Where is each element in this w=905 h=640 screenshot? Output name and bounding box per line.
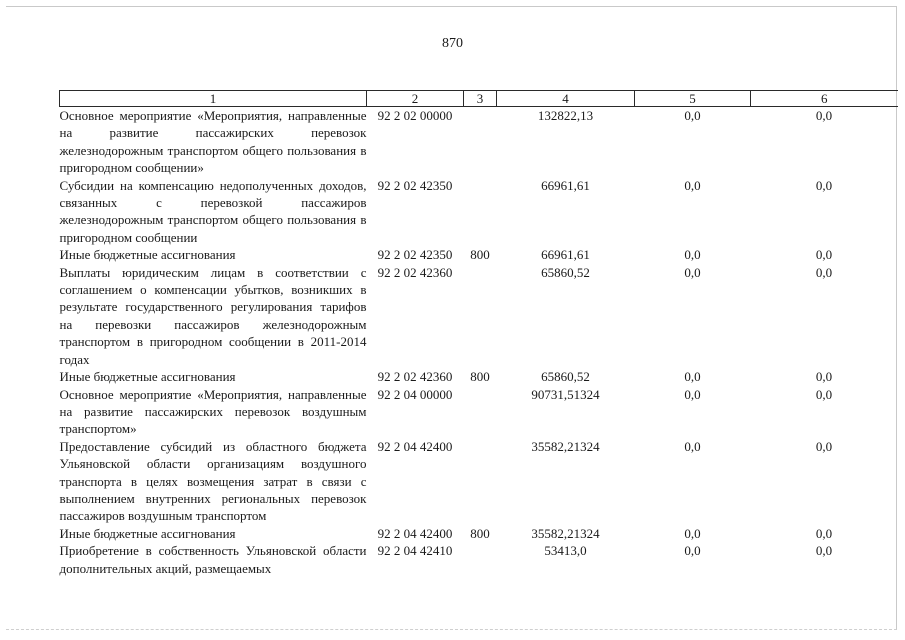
row-value-5: 0,0: [684, 525, 701, 541]
row-code: 92 2 02 00000: [377, 108, 453, 123]
row-code: 92 2 02 42360: [377, 264, 453, 280]
budget-table: [59, 90, 898, 577]
row-code: 92 2 04 00000: [377, 386, 453, 402]
row-value-5: 0,0: [684, 177, 701, 193]
header-col-3: 3: [464, 91, 497, 107]
row-value-6: 0,0: [815, 525, 833, 541]
row-amount: 66961,61: [541, 247, 590, 263]
row-expense-type: 800: [470, 525, 490, 541]
row-value-6: 0,0: [815, 264, 833, 280]
row-name: Предоставление субсидий из областного бюджета Ульяновской области организациям воздушного транспорта в целях возмещения затрат в связи с выполнением внутренних региональных перевозок пассажиров воздушным транспортом: [59, 438, 367, 524]
row-name: Основное мероприятие «Мероприятия, направленные на развитие пассажирских перевозок воздушным транспортом»: [59, 386, 367, 437]
table-header-row: [60, 91, 898, 107]
header-col-1: 1: [60, 91, 367, 107]
row-code: 92 2 04 42400: [377, 525, 453, 541]
row-value-6: 0,0: [815, 386, 833, 402]
row-value-5: 0,0: [684, 369, 701, 385]
row-code: 92 2 02 42350: [377, 247, 453, 263]
row-expense-type: [464, 386, 497, 438]
row-value-6: 0,0: [815, 369, 833, 385]
row-value-5: 0,0: [684, 438, 701, 454]
header-col-6: 6: [751, 91, 898, 107]
row-name: Выплаты юридическим лицам в соответствии с соглашением о компенсации убытков, возникших в результате государственного регулирования тарифов на перевозки пассажиров железнодорожным транспортом в пригородном сообщении в 2011-2014 годах: [59, 264, 367, 367]
row-expense-type: 800: [470, 247, 490, 263]
table-row: [60, 525, 898, 542]
row-value-6: 0,0: [815, 247, 833, 263]
row-value-6: 0,0: [815, 438, 833, 454]
table-row: [60, 264, 898, 368]
row-expense-type: [464, 264, 497, 368]
row-value-6: 0,0: [815, 543, 833, 559]
row-value-5: 0,0: [684, 386, 701, 402]
page-number: 870: [442, 36, 463, 51]
row-expense-type: 800: [470, 369, 490, 385]
row-expense-type: [464, 438, 497, 525]
row-code: 92 2 04 42410: [377, 543, 453, 559]
row-amount: 35582,21324: [531, 438, 600, 454]
table-body: [60, 107, 898, 577]
row-amount: 53413,0: [544, 543, 587, 559]
row-amount: 132822,13: [537, 108, 594, 123]
row-name: Приобретение в собственность Ульяновской области дополнительных акций, размещаемых: [59, 543, 367, 576]
row-value-5: 0,0: [684, 543, 701, 559]
table-row: [60, 386, 898, 438]
row-code: 92 2 02 42360: [377, 369, 453, 385]
row-amount: 66961,61: [541, 177, 590, 193]
row-name: Иные бюджетные ассигнования: [59, 525, 236, 541]
row-name: Иные бюджетные ассигнования: [59, 247, 236, 263]
header-col-2: 2: [367, 91, 464, 107]
row-value-6: 0,0: [815, 177, 833, 193]
table-row: [60, 107, 898, 177]
row-expense-type: [464, 107, 497, 177]
row-value-5: 0,0: [684, 108, 701, 123]
row-value-5: 0,0: [684, 247, 701, 263]
row-amount: 35582,21324: [531, 525, 600, 541]
table-row: [60, 438, 898, 525]
row-name: Основное мероприятие «Мероприятия, направленные на развитие пассажирских перевозок железнодорожным транспортом общего пользования в пригородном сообщении»: [59, 108, 367, 176]
row-code: 92 2 04 42400: [377, 438, 453, 454]
table-row: [60, 246, 898, 263]
row-expense-type: [464, 177, 497, 247]
table-row: [60, 542, 898, 577]
row-name: Иные бюджетные ассигнования: [59, 369, 236, 385]
row-code: 92 2 02 42350: [377, 177, 453, 193]
row-value-5: 0,0: [684, 264, 701, 280]
header-col-4: 4: [497, 91, 635, 107]
row-amount: 90731,51324: [531, 386, 600, 402]
table-row: [60, 368, 898, 385]
row-amount: 65860,52: [541, 264, 590, 280]
table-row: [60, 177, 898, 247]
row-value-6: 0,0: [815, 108, 833, 123]
row-amount: 65860,52: [541, 369, 590, 385]
row-expense-type: [464, 542, 497, 577]
header-col-5: 5: [635, 91, 751, 107]
row-name: Субсидии на компенсацию недополученных доходов, связанных с перевозкой пассажиров железнодорожным транспортом общего пользования в пригородном сообщении: [59, 177, 367, 245]
